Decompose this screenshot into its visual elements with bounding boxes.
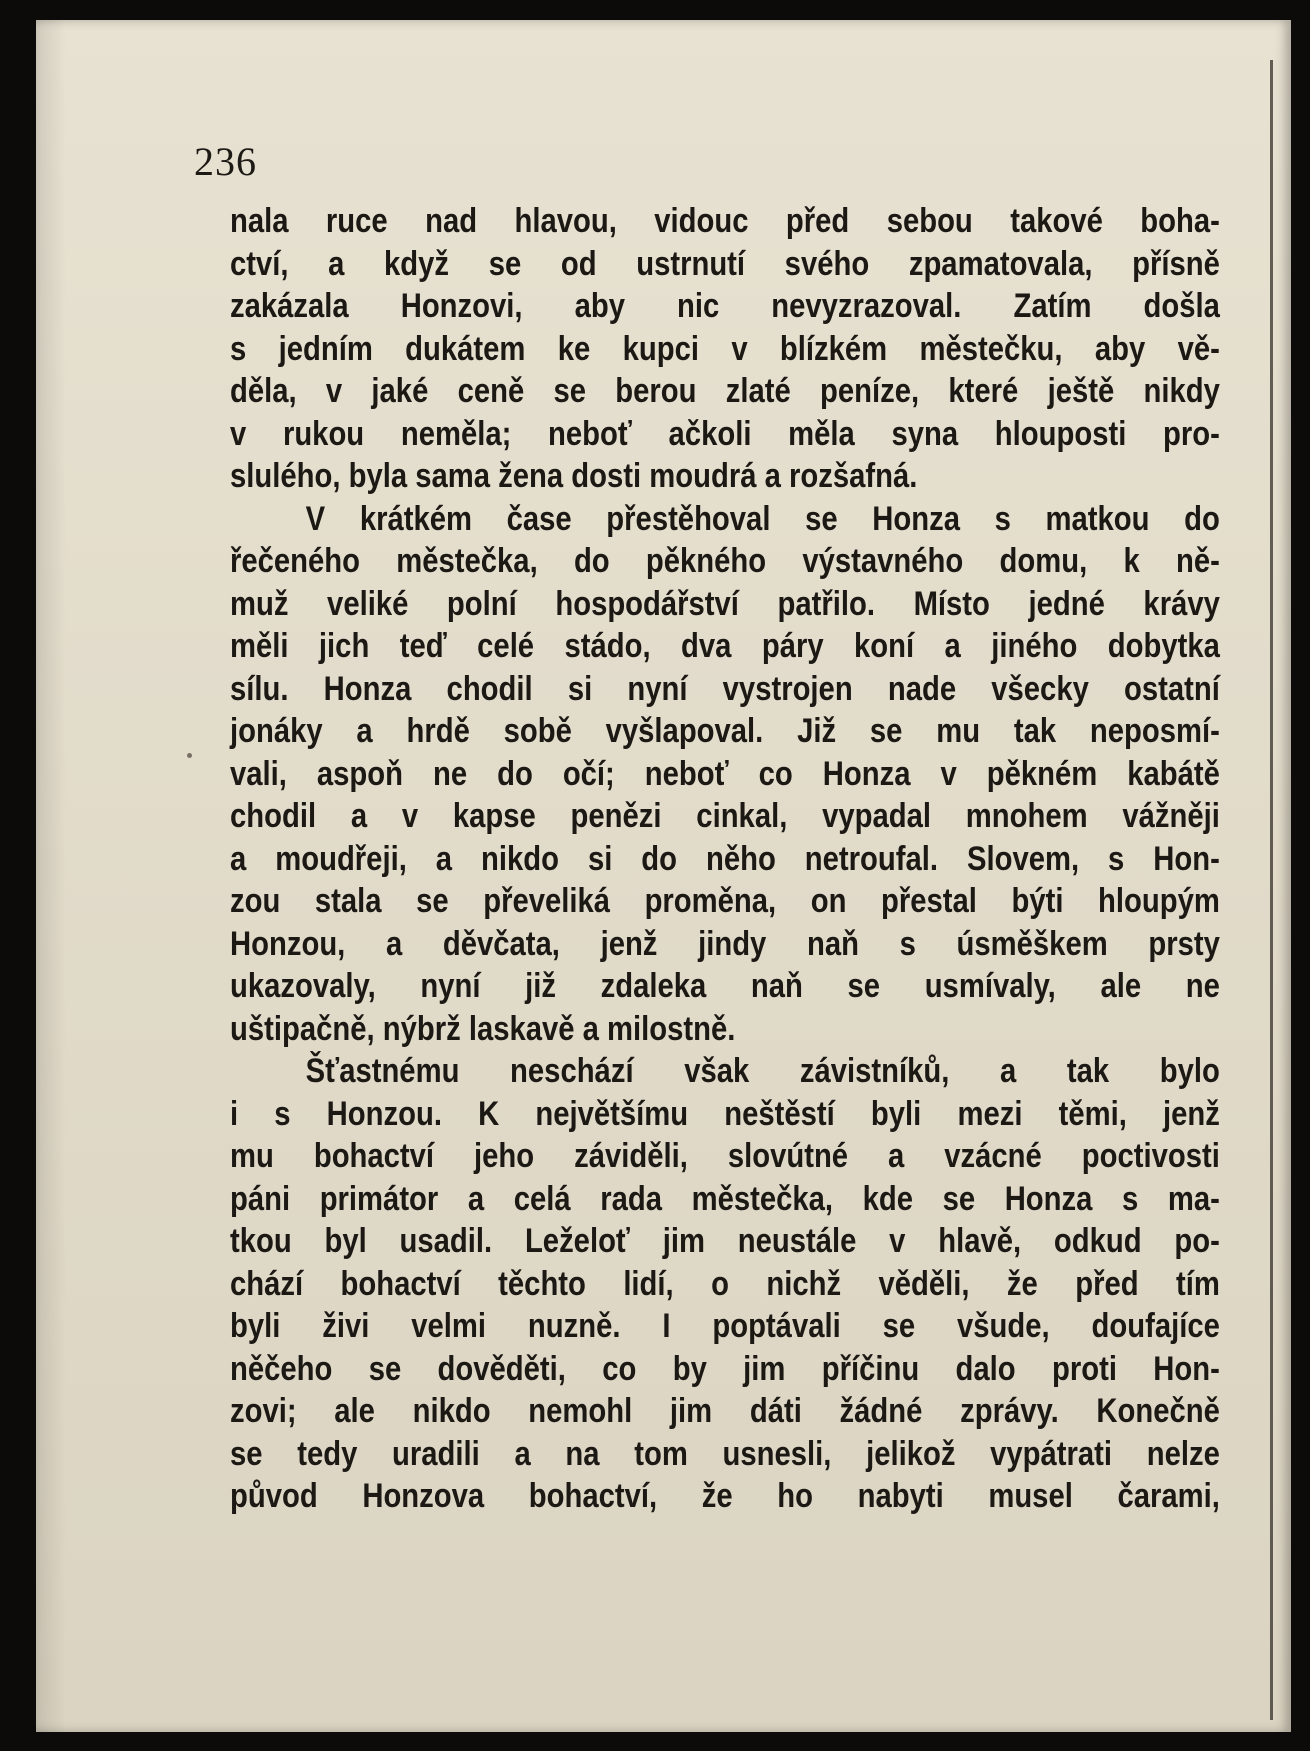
text-line: děla, v jaké ceně se berou zlaté peníze, které ještě nikdy	[230, 372, 1220, 410]
paragraph-start-line: Šťastnému neschází však závistníků, a tak bylo	[305, 1052, 1220, 1090]
text-line: řečeného městečka, do pěkného výstavného domu, k ně-	[230, 542, 1220, 580]
text-line: chází bohactví těchto lidí, o nichž věděli, že před tím	[230, 1264, 1220, 1303]
text-line: zou stala se převeliká proměna, on přestal býti hloupým	[230, 882, 1220, 920]
text-line: tkou byl usadil. Leželoť jim neustále v hlavě, odkud po-	[230, 1222, 1220, 1260]
text-line: vali, aspoň ne do očí; neboť co Honza v pěkném kabátě	[230, 754, 1220, 793]
text-line: a moudřeji, a nikdo si do něho netroufal. Slovem, s Hon-	[230, 839, 1220, 878]
text-line: původ Honzova bohactví, že ho nabyti musel čarami,	[230, 1477, 1220, 1515]
body-text	[230, 200, 1220, 1518]
text-line: zakázala Honzovi, aby nic nevyzrazoval. Zatím došla	[230, 287, 1220, 325]
text-line: sílu. Honza chodil si nyní vystrojen nade všecky ostatní	[230, 669, 1220, 708]
text-line: chodil a v kapse penězi cinkal, vypadal mnohem vážněji	[230, 797, 1220, 835]
text-line: měli jich teď celé stádo, dva páry koní a jiného dobytka	[230, 627, 1220, 665]
text-line: slulého, byla sama žena dosti moudrá a rozšafná.	[230, 457, 918, 495]
text-line: v rukou neměla; neboť ačkoli měla syna hlouposti pro-	[230, 414, 1220, 453]
text-line: ctví, a když se od ustrnutí svého zpamatovala, přísně	[230, 244, 1220, 283]
text-line: ukazovaly, nyní již zdaleka naň se usmívaly, ale ne	[230, 967, 1220, 1005]
text-line: byli živi velmi nuzně. I poptávali se všude, doufajíce	[230, 1307, 1220, 1345]
text-line: mu bohactví jeho záviděli, slovútné a vzácné poctivosti	[230, 1137, 1220, 1175]
text-line: nala ruce nad hlavou, vidouc před sebou takové boha-	[230, 202, 1220, 240]
text-line: páni primátor a celá rada městečka, kde se Honza s ma-	[230, 1179, 1220, 1218]
paragraph-start-line: V krátkém čase přestěhoval se Honza s matkou do	[305, 499, 1220, 538]
text-line: zovi; ale nikdo nemohl jim dáti žádné zprávy. Konečně	[230, 1392, 1220, 1430]
text-line: jonáky a hrdě sobě vyšlapoval. Již se mu tak neposmí-	[230, 712, 1220, 750]
paper-speck	[187, 753, 192, 758]
text-line: i s Honzou. K největšímu neštěstí byli mezi těmi, jenž	[230, 1094, 1220, 1133]
text-line: se tedy uradili a na tom usnesli, jelikož vypátrati nelze	[230, 1434, 1220, 1473]
text-line: s jedním dukátem ke kupci v blízkém městečku, aby vě-	[230, 329, 1220, 368]
text-line: něčeho se dověděti, co by jim příčinu dalo proti Hon-	[230, 1349, 1220, 1388]
text-line: uštipačně, nýbrž laskavě a milostně.	[230, 1009, 736, 1048]
page-edge-shadow	[1270, 60, 1273, 1720]
text-line: muž veliké polní hospodářství patřilo. Místo jedné krávy	[230, 584, 1220, 623]
text-line: Honzou, a děvčata, jenž jindy naň s úsměškem prsty	[230, 924, 1220, 963]
page-number: 236	[194, 139, 257, 184]
